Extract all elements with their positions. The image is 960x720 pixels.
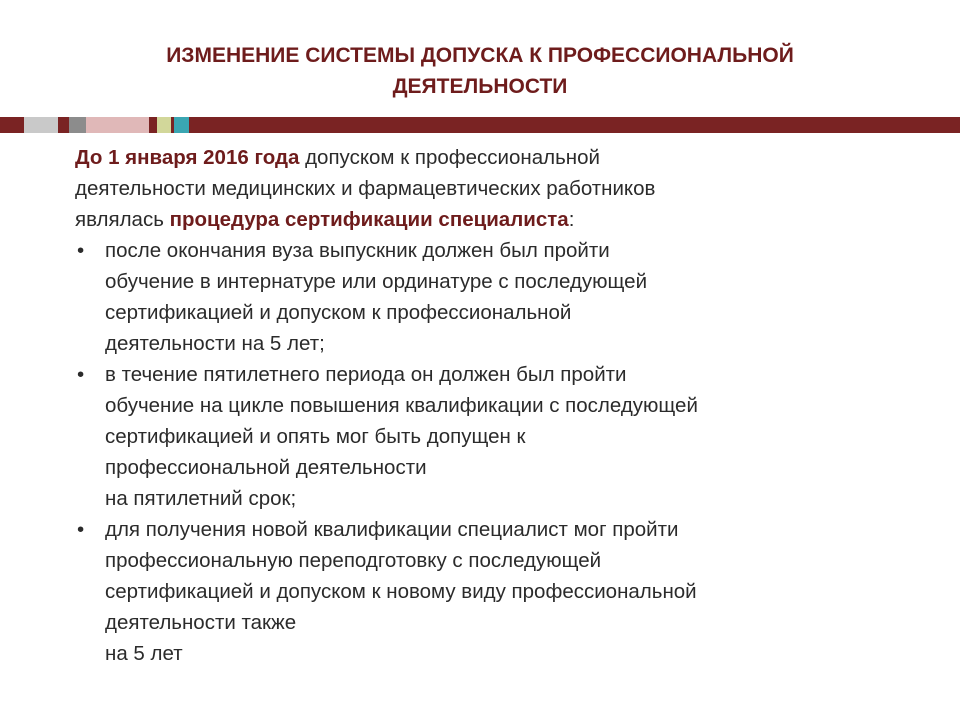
slide-title-line-2: ДЕЯТЕЛЬНОСТИ xyxy=(392,75,568,98)
lead-line-1-rest: допуском к профессиональной xyxy=(299,146,600,169)
list-item-line: профессиональной деятельности xyxy=(105,456,427,479)
list-item-line: на пятилетний срок; xyxy=(105,487,297,510)
lead-line-3-end: : xyxy=(568,208,575,231)
slide-title-line-1: ИЗМЕНЕНИЕ СИСТЕМЫ ДОПУСКА К ПРОФЕССИОНАЛЬНОЙ xyxy=(166,44,794,67)
list-item-line: после окончания вуза выпускник должен был пройти xyxy=(105,239,610,262)
slide-title xyxy=(40,40,920,102)
bullet-list xyxy=(75,235,905,669)
list-item xyxy=(75,359,905,514)
list-item-line: на 5 лет xyxy=(105,642,183,665)
list-item-line: обучение в интернатуре или ординатуре с последующей xyxy=(105,270,648,293)
list-item-line: обучение на цикле повышения квалификации с последующей xyxy=(105,394,698,417)
slide-body xyxy=(75,142,905,669)
list-item-line: деятельности на 5 лет; xyxy=(105,332,325,355)
band-swatch-pink xyxy=(86,117,149,133)
list-item-line: в течение пятилетнего периода он должен был пройти xyxy=(105,363,627,386)
lead-date: До 1 января 2016 года xyxy=(75,146,300,169)
band-swatch-gray xyxy=(69,117,86,133)
list-item-line: для получения новой квалификации специалист мог пройти xyxy=(105,518,679,541)
list-item xyxy=(75,514,905,669)
lead-line-3-start: являлась xyxy=(75,208,170,231)
list-item-line: сертификацией и допуском к новому виду профессиональной xyxy=(105,580,697,603)
list-item-line: деятельности также xyxy=(105,611,297,634)
lead-line-1 xyxy=(75,142,905,173)
lead-line-3 xyxy=(75,204,905,235)
lead-line-2: деятельности медицинских и фармацевтических работников xyxy=(75,177,656,200)
list-item-line: сертификацией и допуском к профессиональной xyxy=(105,301,572,324)
lead-paragraph xyxy=(75,142,905,235)
list-item-line: сертификацией и опять мог быть допущен к xyxy=(105,425,526,448)
bullet-icon: • xyxy=(77,518,85,541)
band-swatch-olive xyxy=(157,117,171,133)
list-item-line: профессиональную переподготовку с последующей xyxy=(105,549,602,572)
bullet-icon: • xyxy=(77,363,85,386)
list-item xyxy=(75,235,905,359)
lead-procedure-name: процедура сертификации специалиста xyxy=(169,208,569,231)
band-swatch-teal xyxy=(174,117,189,133)
band-swatch-light-gray xyxy=(24,117,58,133)
bullet-icon: • xyxy=(77,239,85,262)
